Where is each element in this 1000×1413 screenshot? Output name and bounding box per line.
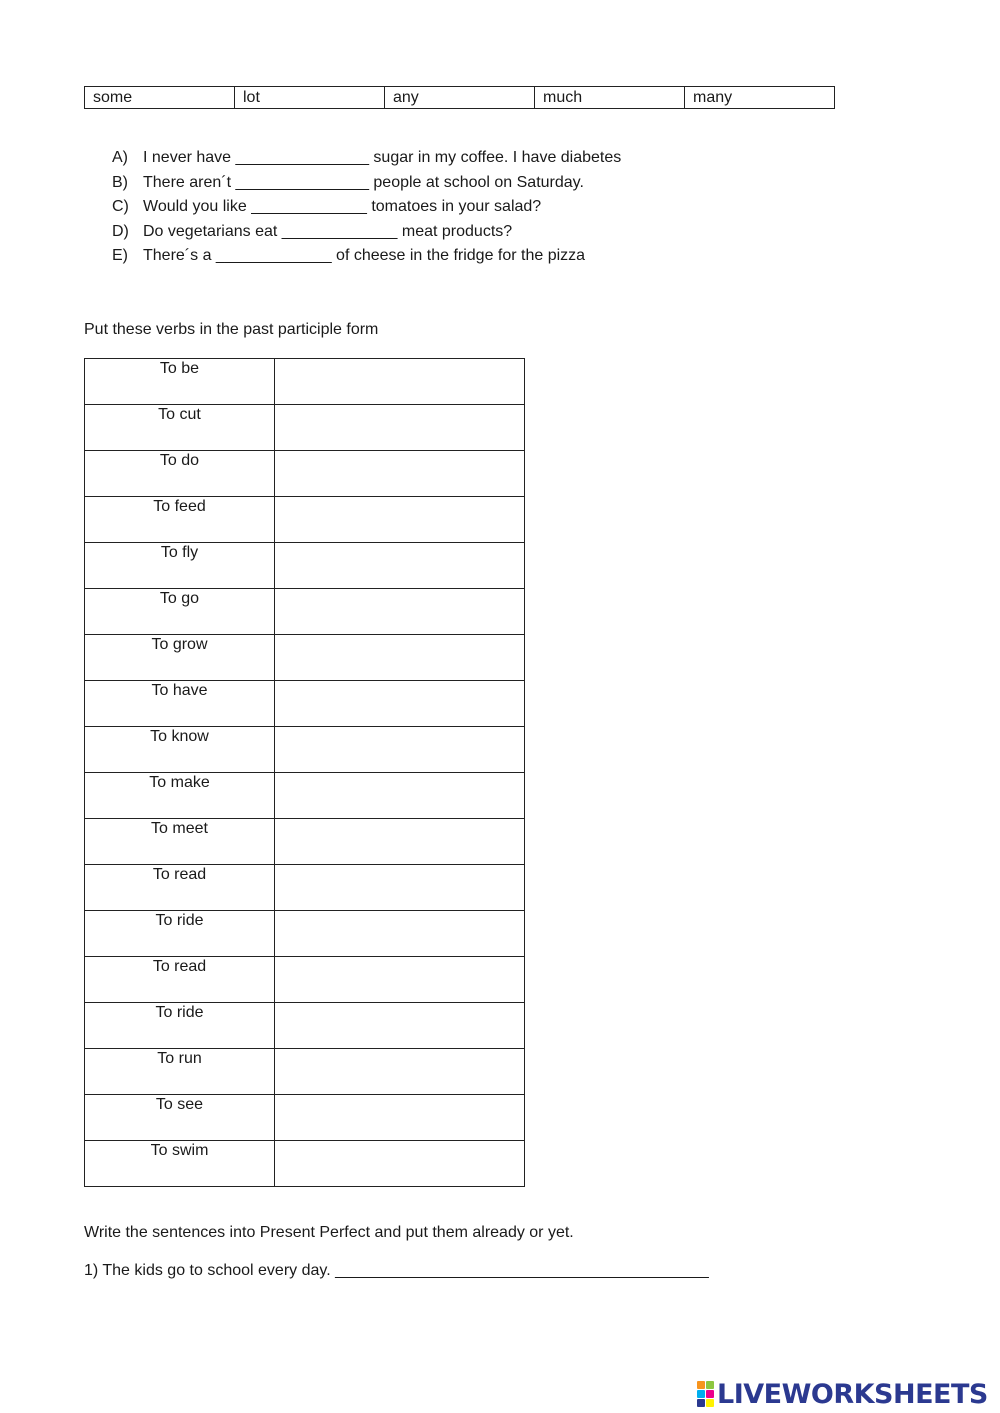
answer-cell[interactable]	[275, 451, 525, 497]
word-bank-cell: lot	[235, 87, 385, 109]
answer-cell[interactable]	[275, 589, 525, 635]
answer-cell[interactable]	[275, 543, 525, 589]
question-text: Would you like _____________ tomatoes in your salad?	[143, 198, 542, 215]
word-bank-cell: some	[85, 87, 235, 109]
verb-cell: To see	[85, 1095, 275, 1141]
sentence-1: 1) The kids go to school every day. __________________________________________	[84, 1262, 709, 1279]
word-bank-row	[85, 87, 835, 109]
verb-row	[85, 1095, 525, 1141]
verb-row	[85, 497, 525, 543]
verb-cell: To feed	[85, 497, 275, 543]
verb-cell: To meet	[85, 819, 275, 865]
verb-cell: To do	[85, 451, 275, 497]
question-item	[112, 195, 621, 220]
question-item	[112, 146, 621, 171]
word-bank-cell: many	[685, 87, 835, 109]
verb-row	[85, 451, 525, 497]
verb-row	[85, 681, 525, 727]
verb-row	[85, 1049, 525, 1095]
logo-square	[697, 1390, 705, 1398]
verb-cell: To be	[85, 359, 275, 405]
verb-cell: To grow	[85, 635, 275, 681]
question-letter: D)	[112, 222, 129, 240]
verb-row	[85, 957, 525, 1003]
verb-row	[85, 359, 525, 405]
verb-cell: To go	[85, 589, 275, 635]
verb-row	[85, 589, 525, 635]
answer-cell[interactable]	[275, 865, 525, 911]
answer-cell[interactable]	[275, 359, 525, 405]
word-bank-table	[84, 86, 835, 109]
answer-cell[interactable]	[275, 1049, 525, 1095]
verb-cell: To ride	[85, 1003, 275, 1049]
word-bank-cell: much	[535, 87, 685, 109]
question-letter: B)	[112, 173, 128, 191]
verb-row	[85, 543, 525, 589]
verb-cell: To ride	[85, 911, 275, 957]
question-text: There aren´t _______________ people at school on Saturday.	[143, 173, 584, 191]
verb-cell: To make	[85, 773, 275, 819]
verb-cell: To fly	[85, 543, 275, 589]
answer-cell[interactable]	[275, 773, 525, 819]
logo-square	[706, 1390, 714, 1398]
question-letter: C)	[112, 198, 129, 215]
verb-cell: To know	[85, 727, 275, 773]
answer-cell[interactable]	[275, 957, 525, 1003]
answer-cell[interactable]	[275, 635, 525, 681]
verb-cell: To read	[85, 957, 275, 1003]
verb-cell: To swim	[85, 1141, 275, 1187]
question-item	[112, 171, 621, 196]
logo-square	[697, 1399, 705, 1407]
answer-cell[interactable]	[275, 497, 525, 543]
present-perfect-instruction: Write the sentences into Present Perfect and put them already or yet.	[84, 1224, 574, 1241]
verb-row	[85, 1003, 525, 1049]
answer-cell[interactable]	[275, 1141, 525, 1187]
verbs-instruction: Put these verbs in the past participle form	[84, 321, 379, 338]
answer-cell[interactable]	[275, 681, 525, 727]
question-text: I never have _______________ sugar in my coffee. I have diabetes	[143, 149, 622, 166]
answer-cell[interactable]	[275, 1095, 525, 1141]
answer-cell[interactable]	[275, 405, 525, 451]
logo-square	[706, 1381, 714, 1389]
answer-cell[interactable]	[275, 1003, 525, 1049]
answer-cell[interactable]	[275, 819, 525, 865]
verb-row	[85, 865, 525, 911]
question-text: There´s a _____________ of cheese in the fridge for the pizza	[143, 247, 586, 264]
verb-cell: To have	[85, 681, 275, 727]
logo-square	[697, 1381, 705, 1389]
logo-square	[706, 1399, 714, 1407]
question-item	[112, 220, 621, 245]
verb-cell: To read	[85, 865, 275, 911]
answer-cell[interactable]	[275, 727, 525, 773]
verbs-table	[84, 358, 525, 1187]
verb-row	[85, 911, 525, 957]
question-letter: A)	[112, 149, 128, 166]
verb-row	[85, 405, 525, 451]
verb-cell: To cut	[85, 405, 275, 451]
verb-row	[85, 727, 525, 773]
liveworksheets-logo	[697, 1377, 988, 1411]
question-text: Do vegetarians eat _____________ meat products?	[143, 222, 513, 240]
verb-row	[85, 635, 525, 681]
verb-cell: To run	[85, 1049, 275, 1095]
verb-row	[85, 819, 525, 865]
verb-row	[85, 1141, 525, 1187]
verb-row	[85, 773, 525, 819]
answer-cell[interactable]	[275, 911, 525, 957]
question-item	[112, 244, 621, 269]
logo-mark-icon	[697, 1381, 714, 1407]
word-bank-cell: any	[385, 87, 535, 109]
question-letter: E)	[112, 247, 128, 264]
logo-text: LIVEWORKSHEETS	[717, 1378, 988, 1410]
fill-in-questions	[112, 146, 621, 269]
